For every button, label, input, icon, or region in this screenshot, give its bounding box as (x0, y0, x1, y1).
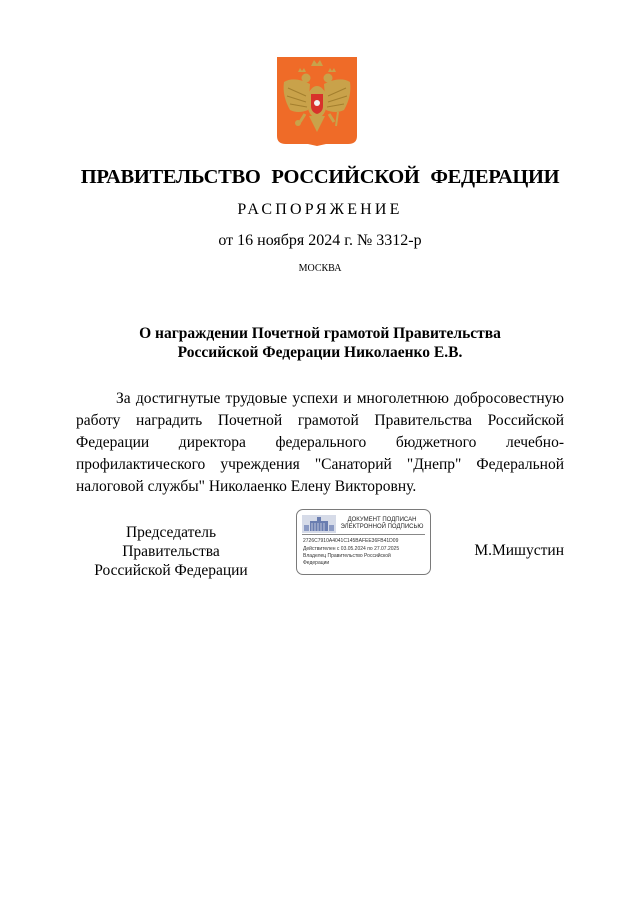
document-subject (0, 324, 640, 362)
signer-name: М.Мишустин (474, 542, 564, 559)
stamp-serial: 2726C7910A4041C145BAFEE36FB41D09 (303, 538, 399, 544)
signer-title (76, 523, 266, 580)
stamp-owner-line-2: Федерации (303, 560, 330, 566)
stamp-owner-line-1: Владелец Правительство Российской (303, 553, 391, 559)
coat-of-arms-icon (276, 56, 358, 146)
document-type: РАСПОРЯЖЕНИЕ (237, 201, 403, 218)
stamp-divider (302, 534, 425, 535)
document-date-number: от 16 ноября 2024 г. № 3312-р (218, 232, 422, 249)
document-body (76, 388, 564, 498)
coat-of-arms-emblem (276, 56, 358, 146)
government-building-icon (302, 515, 336, 533)
stamp-title-line-2: ЭЛЕКТРОННОЙ ПОДПИСЬЮ (340, 524, 424, 530)
stamp-title-line-1: ДОКУМЕНТ ПОДПИСАН (347, 517, 417, 523)
stamp-validity: Действителен с 03.05.2024 по 27.07.2025 (303, 546, 400, 552)
signer-title-line-1: Председатель Правительства (122, 524, 220, 560)
stamp-title (335, 517, 429, 531)
subject-line-1: О награждении Почетной грамотой Правительства (139, 325, 501, 342)
signer-title-line-2: Российской Федерации (94, 562, 248, 579)
electronic-signature-stamp (296, 509, 431, 575)
body-paragraph: За достигнутые трудовые успехи и многолетнюю добросовестную работу наградить Почетной грамотой Правительства Российской Федерации директора федерального бюджетного лечебно-профилактического учреждения "Санаторий "Днепр" Федеральной налоговой службы" Николаенко Елену Викторовну. (76, 390, 564, 495)
subject-line-2: Российской Федерации Николаенко Е.В. (177, 344, 463, 361)
government-title: ПРАВИТЕЛЬСТВО РОССИЙСКОЙ ФЕДЕРАЦИИ (80, 166, 560, 188)
document-city: МОСКВА (298, 263, 342, 274)
